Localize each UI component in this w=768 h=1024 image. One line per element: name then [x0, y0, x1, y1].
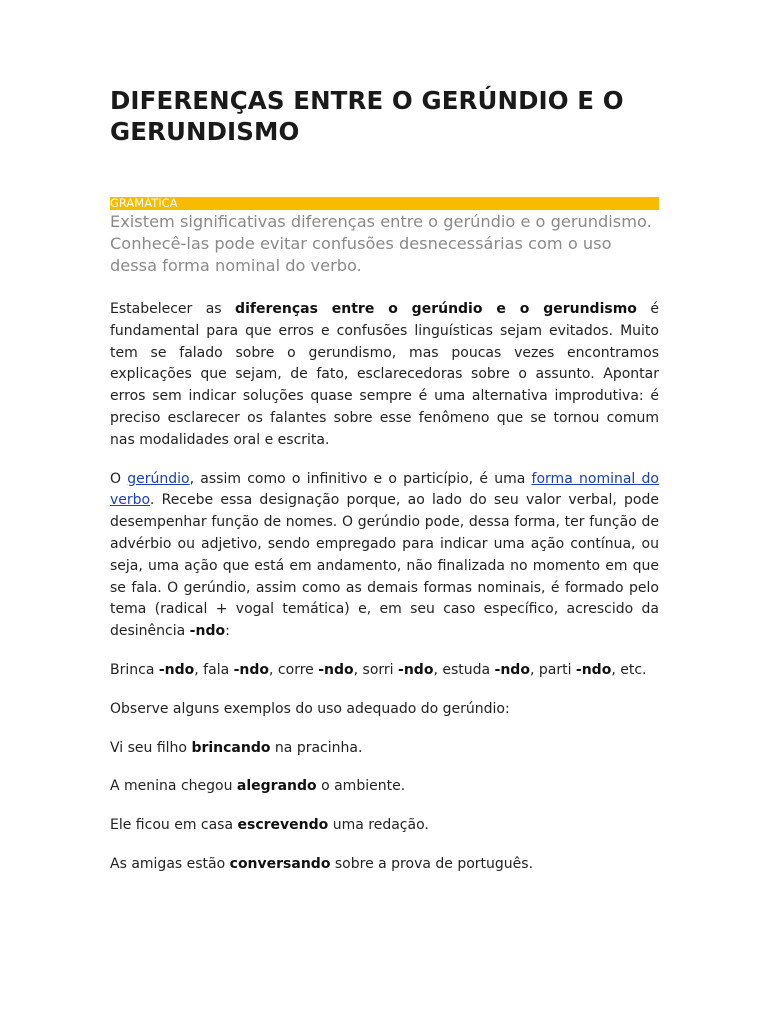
example-sentence: Ele ficou em casa escrevendo uma redação.: [110, 817, 429, 834]
category-label: GRAMÁTICA: [110, 197, 659, 210]
link-forma-nominal-do-verbo[interactable]: forma nominal do verbo: [110, 470, 659, 509]
paragraph-intro: Estabelecer as diferenças entre o gerúndio e o gerundismo é fundamental para que erros e confusões linguísticas sejam evitados. Muito tem se falado sobre o gerundismo, mas poucas vezes encontramos explicações que sejam, de fato, esclarecedoras sobre o assunto. Apontar erros sem indicar soluções quase sempre é uma alternativa improdutiva: é preciso esclarecer os falantes sobre esse fenômeno que se tornou comum nas modalidades oral e escrita.: [110, 301, 659, 448]
paragraph-gerund-definition: O gerúndio, assim como o infinitivo e o particípio, é uma forma nominal do verbo. Recebe essa designação porque, ao lado do seu valor verbal, pode desempenhar função de nomes. O gerúndio pode, dessa forma, ter função de advérbio ou adjetivo, sendo empregado para indicar uma ação contínua, ou seja, uma ação que está em andamento, não finalizada no momento em que se fala. O gerúndio, assim como as demais formas nominais, é formado pelo tema (radical + vogal temática) e, em seu caso específico, acrescido da desinência -ndo:: [110, 470, 659, 640]
example-sentence: As amigas estão conversando sobre a prova de português.: [110, 855, 534, 872]
article-lead: Existem significativas diferenças entre o gerúndio e o gerundismo. Conhecê-las pode evitar confusões desnecessárias com o uso dessa forma nominal do verbo.: [110, 212, 652, 275]
paragraph-examples-intro: Observe alguns exemplos do uso adequado do gerúndio:: [110, 700, 510, 717]
example-sentence: A menina chegou alegrando o ambiente.: [110, 778, 406, 795]
bold-term: diferenças entre o gerúndio e o gerundismo: [235, 301, 637, 317]
article-content: [110, 85, 659, 876]
article-title: DIFERENÇAS ENTRE O GERÚNDIO E O GERUNDISMO: [110, 86, 624, 146]
example-sentence: Vi seu filho brincando na pracinha.: [110, 739, 363, 756]
link-gerundio[interactable]: gerúndio: [127, 470, 190, 487]
paragraph-verb-forms: Brinca -ndo, fala -ndo, corre -ndo, sorri -ndo, estuda -ndo, parti -ndo, etc.: [110, 661, 647, 678]
bold-suffix: -ndo: [189, 623, 226, 640]
